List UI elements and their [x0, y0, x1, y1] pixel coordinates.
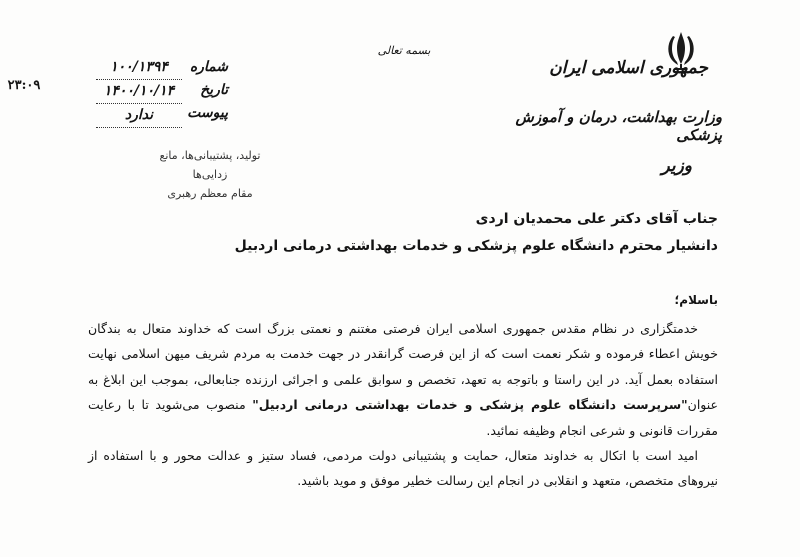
letter-body [88, 316, 718, 494]
addressee-line1: جناب آقای دکتر علی محمدیان اردی [475, 211, 718, 227]
slogan-block [150, 146, 270, 203]
meta-values [96, 56, 182, 128]
minister-title: وزیر [661, 156, 692, 176]
greeting: باسلام؛ [674, 293, 718, 307]
time-stamp: ۲۳:۰۹ [7, 78, 41, 93]
slogan-line1: تولید، پشتیبانی‌ها، مانع زدایی‌ها [159, 149, 261, 181]
body-p1-part1: خدمتگزاری در نظام مقدس جمهوری اسلامی ایران فرصتی مغتنم و نعمتی بزرگ است که خداوند متعال به بندگان خویش اعطاء فرموده و شکر نعمت است که از این فرصت گرانقدر در جهت خدمت به مردم شریف میهن اسلامی نهایت استفاده بعمل آید. در این راستا و باتوجه به تعهد، تخصص و سوابق علمی و اجرائی ارزنده جنابعالی، بموجب این ابلاغ به عنوان [88, 321, 718, 413]
date-label: تاریخ [200, 82, 228, 98]
body-paragraph-2: امید است با اتکال به خداوند متعال، حمایت و پشتیبانی دولت مردمی، فساد ستیز و عدالت محور و با استفاده از نیروهای متخصص، متعهد و انقلابی در انجام این رسالت خطیر موفق و موید باشید. [88, 448, 718, 489]
meta-labels [178, 56, 228, 125]
attachment-label: پیوست [187, 105, 228, 121]
ministry-name-line2: وزارت بهداشت، درمان و آموزش پزشکی [515, 108, 722, 144]
slogan-line2: مقام معظم رهبری [167, 187, 253, 200]
number-label: شماره [189, 59, 228, 75]
addressee-line2: دانشیار محترم دانشگاه علوم پزشکی و خدمات بهداشتی درمانی اردبیل [234, 238, 718, 254]
body-p1-part2: منصوب می‌شوید تا با رعایت مقررات قانونی و شرعی انجام وظیفه نمائید. [88, 397, 718, 438]
basmala-heading: بسمه تعالی [377, 44, 431, 57]
ministry-name-line1: جمهوری اسلامی ایران [549, 58, 708, 78]
body-p1-bold: "سرپرست دانشگاه علوم پزشکی و خدمات بهداشتی درمانی اردبیل" [252, 397, 688, 413]
number-value: ۱۰۰/۱۳۹۴ [96, 56, 182, 80]
body-paragraph-1 [88, 316, 718, 443]
date-value: ۱۴۰۰/۱۰/۱۴ [96, 80, 182, 104]
attachment-value: ندارد [96, 104, 182, 128]
addressee-block [118, 206, 718, 260]
